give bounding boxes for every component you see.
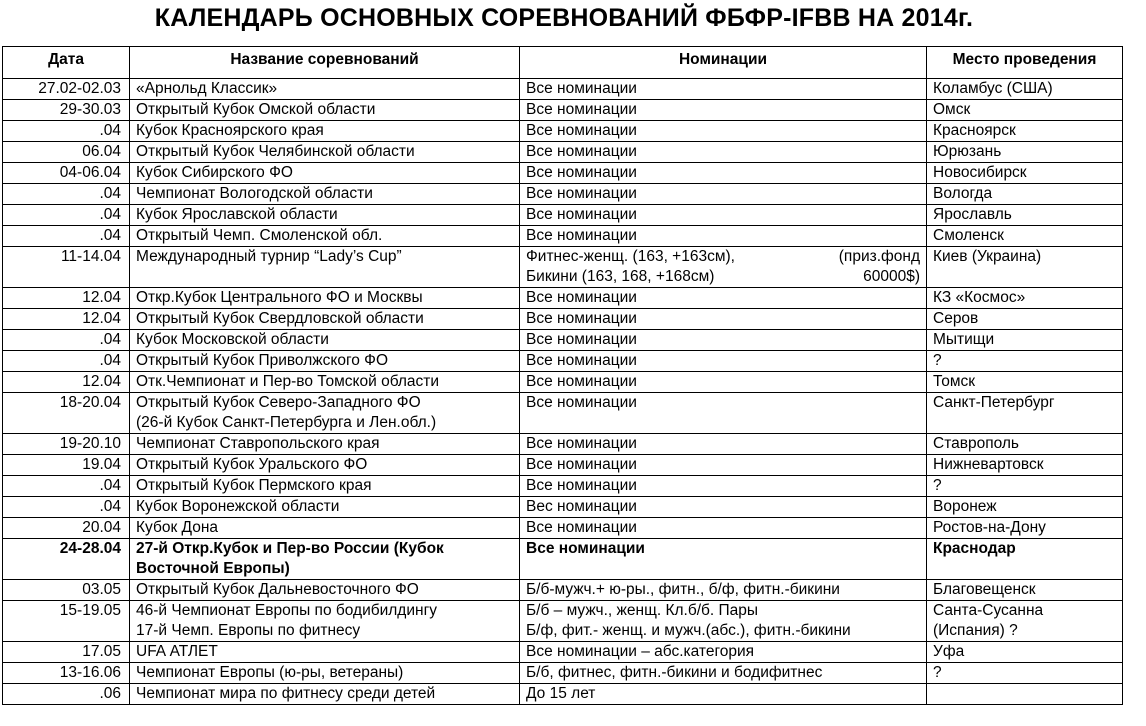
cell-place [927,455,1123,476]
cell-name-line: Открытый Кубок Дальневосточного ФО [136,581,419,598]
table-body [3,79,1123,705]
table-row [3,539,1123,580]
cell-place-line: Смоленск [933,227,1004,244]
prize-fund-note: 60000$) [863,268,920,285]
cell-name [130,163,520,184]
cell-place-line: Мытищи [933,331,995,348]
cell-nominations-line: Все номинации [526,289,637,306]
cell-name-line: Восточной Европы) [136,560,290,577]
cell-place-line: Серов [933,310,979,327]
cell-place [927,497,1123,518]
cell-place [927,580,1123,601]
cell-date: 27.02-02.03 [3,79,130,100]
column-header-name: Название соревнований [130,47,520,79]
cell-nominations [520,497,927,518]
cell-name-line: Отк.Чемпионат и Пер-во Томской области [136,373,440,390]
cell-place [927,393,1123,434]
cell-date: .04 [3,476,130,497]
cell-date: 19-20.10 [3,434,130,455]
cell-place-line: Санта-Сусанна [933,602,1044,619]
table-row [3,79,1123,100]
cell-name [130,142,520,163]
cell-place [927,434,1123,455]
cell-date: .04 [3,351,130,372]
table-row [3,100,1123,121]
cell-nominations [520,184,927,205]
cell-date: 15-19.05 [3,601,130,642]
cell-name [130,393,520,434]
cell-name-line: Кубок Московской области [136,331,329,348]
cell-nominations [520,163,927,184]
cell-place [927,601,1123,642]
cell-name-line: Открытый Кубок Омской области [136,101,376,118]
cell-nominations [520,434,927,455]
page-title: КАЛЕНДАРЬ ОСНОВНЫХ СОРЕВНОВАНИЙ ФБФР-IFBB НА 2014г. [154,4,974,32]
cell-place [927,476,1123,497]
table-row [3,497,1123,518]
cell-place [927,642,1123,663]
cell-nominations [520,663,927,684]
cell-date: 06.04 [3,142,130,163]
cell-nominations [520,351,927,372]
table-row [3,142,1123,163]
cell-nominations-line: Все номинации [526,352,637,369]
cell-name [130,184,520,205]
cell-place-line: КЗ «Космос» [933,289,1026,306]
table-row [3,580,1123,601]
cell-nominations [520,142,927,163]
cell-nominations [520,226,927,247]
cell-nominations [520,330,927,351]
cell-name [130,309,520,330]
cell-nominations-line: Все номинации [526,143,637,160]
cell-name [130,372,520,393]
cell-name-line: Чемпионат Европы (ю-ры, ветераны) [136,664,404,681]
cell-name-line: «Арнольд Классик» [136,80,278,97]
cell-date: 19.04 [3,455,130,476]
cell-nominations-line: Все номинации [526,310,637,327]
cell-nominations [520,476,927,497]
table-row [3,601,1123,642]
cell-name [130,476,520,497]
cell-nominations [520,372,927,393]
cell-name-line: Открытый Кубок Северо-Западного ФО [136,394,421,411]
cell-name [130,247,520,288]
cell-place-line: Ростов-на-Дону [933,519,1046,536]
table-row [3,455,1123,476]
table-row [3,309,1123,330]
cell-name-line: Чемпионат мира по фитнесу среди детей [136,685,436,702]
table-row [3,330,1123,351]
column-header-place: Место проведения [927,47,1123,79]
cell-name [130,539,520,580]
cell-nominations-line: Все номинации [526,456,637,473]
column-header-nominations: Номинации [520,47,927,79]
cell-nominations [520,247,927,288]
cell-name [130,642,520,663]
cell-nominations [520,642,927,663]
cell-nominations-line: Все номинации [526,477,637,494]
cell-name-line: Открытый Кубок Челябинской области [136,143,415,160]
cell-place [927,518,1123,539]
cell-place-line [933,684,1116,704]
cell-name [130,601,520,642]
cell-name-line: Кубок Дона [136,519,219,536]
cell-place-line: Нижневартовск [933,456,1044,473]
table-row [3,663,1123,684]
cell-name [130,518,520,539]
cell-date: 20.04 [3,518,130,539]
cell-name-line: Кубок Красноярского края [136,122,324,139]
cell-place [927,288,1123,309]
cell-place-line: Ярославль [933,206,1012,223]
table-row [3,163,1123,184]
cell-nominations-line: Все номинации [526,373,637,390]
cell-date: .04 [3,205,130,226]
cell-date: .04 [3,497,130,518]
table-row [3,518,1123,539]
cell-place [927,247,1123,288]
cell-nominations-line: Все номинации [526,227,637,244]
table-row [3,205,1123,226]
cell-name [130,79,520,100]
cell-name-line: Чемпионат Вологодской области [136,185,373,202]
cell-nominations-line: Фитнес-женщ. (163, +163см), [526,248,735,265]
cell-nominations-line: Бикини (163, 168, +168см) [526,268,715,285]
cell-name [130,434,520,455]
table-row [3,121,1123,142]
cell-date: 18-20.04 [3,393,130,434]
cell-place-line: ? [933,477,942,494]
cell-name [130,121,520,142]
cell-date: .04 [3,330,130,351]
cell-nominations [520,79,927,100]
table-row [3,288,1123,309]
cell-date: .06 [3,684,130,705]
cell-nominations-line: Б/б-мужч.+ ю-ры., фитн., б/ф, фитн.-бикини [526,581,840,598]
cell-name [130,663,520,684]
cell-place-line: Томск [933,373,976,390]
cell-place [927,309,1123,330]
cell-date: 12.04 [3,288,130,309]
cell-name-line: (26-й Кубок Санкт-Петербурга и Лен.обл.) [136,414,437,431]
cell-place [927,142,1123,163]
cell-name-line: Международный турнир “Lady’s Cup” [136,248,402,265]
cell-nominations-line: Все номинации [526,540,645,557]
cell-nominations-line: До 15 лет [526,685,596,702]
cell-name [130,100,520,121]
cell-nominations-line: Все номинации [526,101,637,118]
cell-nominations [520,288,927,309]
cell-nominations [520,309,927,330]
cell-nominations-line: Все номинации [526,164,637,181]
cell-place-line: Благовещенск [933,581,1036,598]
cell-name [130,684,520,705]
cell-place-line: (Испания) ? [933,622,1018,639]
cell-date: 29-30.03 [3,100,130,121]
cell-place [927,226,1123,247]
cell-place [927,100,1123,121]
table-row [3,247,1123,288]
cell-name-line: Чемпионат Ставропольского края [136,435,380,452]
cell-nominations [520,121,927,142]
cell-name-line: Открытый Кубок Приволжского ФО [136,352,389,369]
cell-nominations-line: Б/б – мужч., женщ. Кл.б/б. Пары [526,602,759,619]
cell-place-line: ? [933,664,942,681]
cell-place-line: Юрюзань [933,143,1002,160]
cell-place-line: Красноярск [933,122,1016,139]
cell-place-line: Санкт-Петербург [933,394,1055,411]
cell-place-line: Ставрополь [933,435,1020,452]
cell-nominations [520,455,927,476]
cell-name [130,288,520,309]
cell-name-line: Кубок Сибирского ФО [136,164,293,181]
cell-nominations-line: Все номинации [526,122,637,139]
cell-name [130,226,520,247]
cell-nominations-line: Все номинации [526,435,637,452]
cell-place [927,163,1123,184]
cell-date: 03.05 [3,580,130,601]
cell-date: .04 [3,226,130,247]
cell-name-line: Кубок Воронежской области [136,498,340,515]
cell-place-line: ? [933,352,942,369]
cell-name [130,455,520,476]
table-row [3,476,1123,497]
table-row [3,434,1123,455]
cell-date: 17.05 [3,642,130,663]
cell-date: 04-06.04 [3,163,130,184]
cell-place-line: Коламбус (США) [933,80,1053,97]
cell-name-line: Открытый Кубок Уральского ФО [136,456,368,473]
cell-date: 24-28.04 [3,539,130,580]
cell-nominations-line: Б/б, фитнес, фитн.-бикини и бодифитнес [526,664,823,681]
cell-name [130,351,520,372]
cell-nominations-line: Все номинации [526,331,637,348]
cell-place-line: Воронеж [933,498,997,515]
cell-place [927,121,1123,142]
cell-place [927,372,1123,393]
cell-nominations-line: Все номинации – абс.категория [526,643,755,660]
cell-place [927,184,1123,205]
cell-place [927,351,1123,372]
cell-nominations [520,518,927,539]
cell-nominations [520,100,927,121]
cell-nominations-line: Все номинации [526,206,637,223]
cell-name-line: Открытый Чемп. Смоленской обл. [136,227,383,244]
cell-name [130,205,520,226]
cell-nominations-line: Все номинации [526,519,637,536]
cell-nominations [520,539,927,580]
cell-place-line: Киев (Украина) [933,248,1042,265]
cell-date: .04 [3,184,130,205]
cell-date: 11-14.04 [3,247,130,288]
cell-place-line: Уфа [933,643,965,660]
cell-date: .04 [3,121,130,142]
cell-nominations-line: Все номинации [526,394,637,411]
table-row [3,226,1123,247]
cell-nominations-line: Б/ф, фит.- женщ. и мужч.(абс.), фитн.-бикини [526,622,851,639]
table-row [3,642,1123,663]
cell-nominations [520,205,927,226]
cell-name [130,330,520,351]
cell-name-line: 17-й Чемп. Европы по фитнесу [136,622,361,639]
cell-place [927,663,1123,684]
cell-nominations-line: Все номинации [526,80,637,97]
cell-name-line: UFA АТЛЕТ [136,643,218,660]
cell-nominations-line: Вес номинации [526,498,637,515]
table-row [3,684,1123,705]
column-header-date: Дата [3,47,130,79]
cell-name-line: 46-й Чемпионат Европы по бодибилдингу [136,602,437,619]
cell-place [927,79,1123,100]
cell-place [927,330,1123,351]
table-row [3,372,1123,393]
cell-name [130,497,520,518]
cell-place-line: Вологда [933,185,993,202]
cell-date: 12.04 [3,372,130,393]
cell-place [927,684,1123,705]
competition-calendar-table [2,46,1123,705]
cell-nominations [520,601,927,642]
prize-fund-note: (приз.фонд [838,248,920,265]
cell-place-line: Краснодар [933,540,1016,557]
cell-place [927,539,1123,580]
cell-name-line: Открытый Кубок Пермского края [136,477,372,494]
cell-place-line: Новосибирск [933,164,1027,181]
cell-nominations [520,393,927,434]
cell-nominations-line: Все номинации [526,185,637,202]
cell-name-line: 27-й Откр.Кубок и Пер-во России (Кубок [136,540,444,557]
cell-date: 13-16.06 [3,663,130,684]
cell-name-line: Кубок Ярославской области [136,206,338,223]
cell-name-line: Откр.Кубок Центрального ФО и Москвы [136,289,423,306]
cell-name [130,580,520,601]
cell-nominations [520,684,927,705]
table-row [3,393,1123,434]
cell-date: 12.04 [3,309,130,330]
cell-place-line: Омск [933,101,971,118]
cell-name-line: Открытый Кубок Свердловской области [136,310,424,327]
cell-place [927,205,1123,226]
table-row [3,184,1123,205]
table-header-row [3,47,1123,79]
table-row [3,351,1123,372]
cell-nominations [520,580,927,601]
